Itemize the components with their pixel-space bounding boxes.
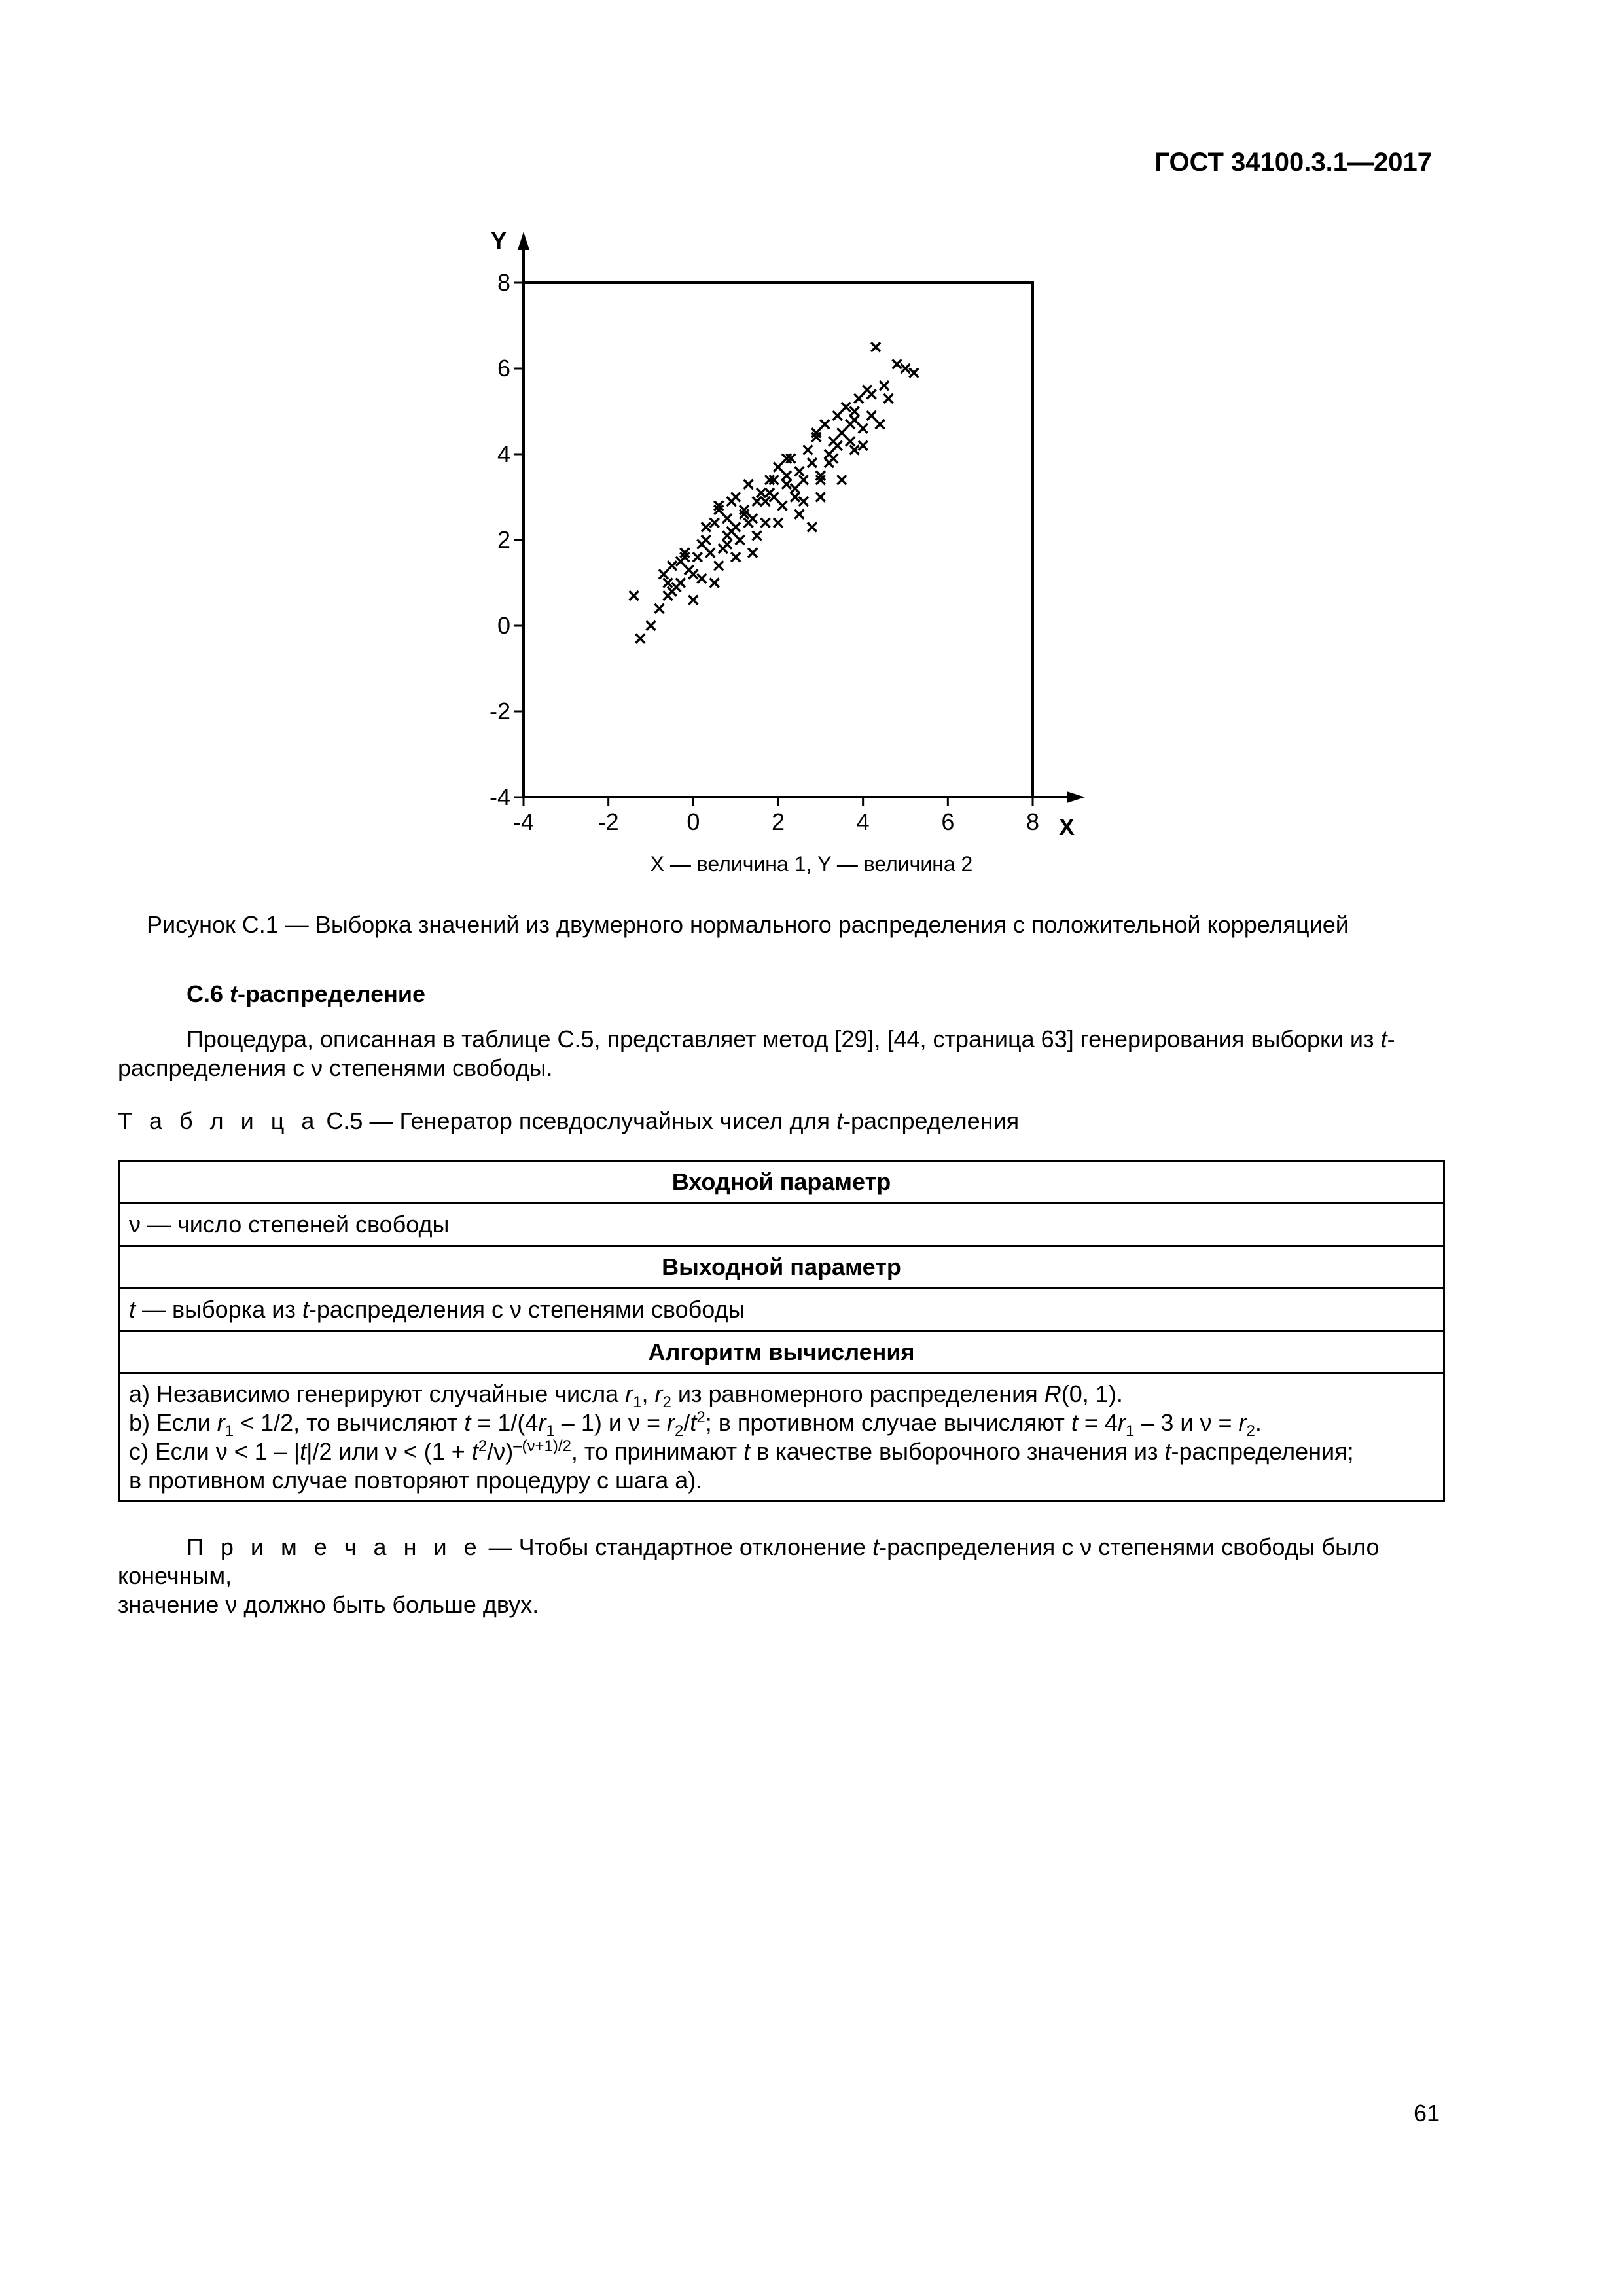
- data-point: [867, 389, 876, 399]
- data-point: [702, 522, 711, 531]
- data-point: [668, 587, 677, 596]
- data-point: [833, 441, 842, 450]
- table-title-suffix: -распределения: [842, 1107, 1020, 1134]
- data-point: [833, 411, 842, 420]
- data-point: [846, 420, 855, 429]
- step-b: b) Если $r_1 < 1/2$, то вычисляют $t = 1/(4r_1 - 1)$ и $\nu = r_2/t^2$; в противном случае вычисляют $t = 4r_1 - 3$ и $\nu = r_2$.: [129, 1408, 1262, 1441]
- output-end: -распределения с ν степенями свободы: [308, 1296, 745, 1323]
- data-point: [710, 518, 719, 528]
- intro-line-2: -распределения с ν степенями свободы.: [118, 1026, 1395, 1081]
- data-point: [901, 364, 910, 373]
- table-title: [118, 1107, 1019, 1135]
- data-point: [850, 407, 859, 416]
- y-axis-arrow: [518, 232, 529, 250]
- data-point: [871, 342, 880, 351]
- data-point: [705, 548, 715, 558]
- data-point: [876, 420, 885, 429]
- data-point: [884, 394, 893, 403]
- data-point: [647, 621, 656, 630]
- x-tick-label: -2: [597, 808, 619, 835]
- data-point: [736, 535, 745, 545]
- data-point: [722, 514, 732, 523]
- x-axis-label: X: [1059, 814, 1075, 840]
- input-header: Входной параметр: [119, 1161, 1444, 1204]
- data-point: [846, 437, 855, 446]
- input-value: ν — число степеней свободы: [119, 1204, 1444, 1246]
- table-number: С.5: [326, 1107, 363, 1134]
- y-tick-label: 8: [497, 269, 510, 296]
- data-point: [782, 471, 791, 480]
- data-point: [688, 596, 698, 605]
- table-row: [119, 1289, 1444, 1331]
- table-row: [119, 1331, 1444, 1374]
- data-point: [744, 518, 753, 528]
- data-point: [722, 531, 732, 540]
- data-point: [799, 475, 808, 484]
- data-point: [757, 488, 766, 497]
- data-point: [744, 480, 753, 489]
- algorithm-header: Алгоритм вычисления: [119, 1331, 1444, 1374]
- data-point: [727, 497, 736, 506]
- table-row: [119, 1246, 1444, 1289]
- y-tick-label: -4: [489, 783, 510, 810]
- data-point: [753, 531, 762, 540]
- y-tick-label: 2: [497, 526, 510, 553]
- chart-points: [630, 342, 919, 643]
- output-t: t: [129, 1296, 136, 1323]
- x-tick-label: -4: [512, 808, 535, 835]
- note-paragraph: [118, 1533, 1497, 1619]
- y-tick-label: 6: [497, 355, 510, 382]
- data-point: [731, 552, 740, 562]
- scatter-chart: [458, 223, 1113, 851]
- data-point: [794, 510, 804, 519]
- data-point: [761, 518, 770, 528]
- data-point: [782, 480, 791, 489]
- data-point: [820, 420, 829, 429]
- data-point: [791, 484, 800, 493]
- algorithm-steps: [119, 1374, 1444, 1501]
- data-point: [654, 604, 664, 613]
- data-point: [693, 552, 702, 562]
- step-c: c) Если ν < 1 – |t|/2 или $\nu < (1 + t^2/\nu)^{-(\nu+1)/2}$, то принимают t в качестве выборочного значения из t-распределения;: [129, 1437, 1354, 1465]
- data-point: [748, 548, 757, 558]
- data-point: [663, 579, 672, 588]
- data-point: [765, 488, 774, 497]
- section-title: -распределение: [238, 980, 426, 1007]
- data-point: [722, 540, 732, 549]
- data-point: [816, 493, 825, 502]
- data-point: [714, 561, 723, 570]
- axis-caption: X — величина 1, Y — величина 2: [650, 852, 973, 876]
- table-title-text: — Генератор псевдослучайных чисел для: [363, 1107, 836, 1134]
- note-text-2: -распределения с ν степенями свободы было конечным,: [118, 1534, 1380, 1589]
- note-text-1: — Чтобы стандартное отклонение: [482, 1534, 873, 1560]
- data-point: [842, 403, 851, 412]
- y-axis-label: Y: [491, 227, 507, 254]
- step-a: a) Независимо генерируют случайные числа $r_1$, $r_2$ из равномерного распределения R(0, 1).: [129, 1380, 1123, 1412]
- data-point: [659, 569, 668, 579]
- data-point: [697, 574, 706, 583]
- data-point: [837, 428, 846, 437]
- data-point: [799, 497, 808, 506]
- intro-line-1: Процедура, описанная в таблице С.5, представляет метод [29], [44, страница 63] генерирования выборки из: [187, 1026, 1374, 1052]
- section-heading: [187, 980, 425, 1008]
- figure-caption: Рисунок C.1 — Выборка значений из двумерного нормального распределения с положительной корреляцией: [147, 911, 1349, 938]
- data-point: [859, 441, 868, 450]
- data-point: [676, 579, 685, 588]
- data-point: [710, 579, 719, 588]
- table-title-t: t: [836, 1107, 843, 1134]
- note-text-3: значение ν должно быть больше двух.: [118, 1591, 539, 1618]
- data-point: [829, 454, 838, 463]
- x-tick-label: 4: [856, 808, 870, 835]
- data-point: [761, 497, 770, 506]
- intro-t: t: [1380, 1026, 1387, 1052]
- y-tick-label: 4: [497, 440, 510, 467]
- data-point: [794, 467, 804, 476]
- data-point: [880, 381, 889, 390]
- x-tick-label: 8: [1026, 808, 1040, 835]
- data-point: [688, 569, 698, 579]
- chart-ticks: [490, 269, 1039, 835]
- data-point: [893, 359, 902, 368]
- data-point: [777, 501, 787, 511]
- data-point: [630, 591, 639, 600]
- algorithm-table: [118, 1160, 1445, 1502]
- intro-paragraph: [118, 1025, 1497, 1083]
- step-c-line-2: в противном случае повторяют процедуру с шага а).: [129, 1467, 703, 1494]
- output-value: [119, 1289, 1444, 1331]
- note-label: П р и м е ч а н и е: [187, 1534, 482, 1560]
- section-t: t: [230, 980, 238, 1007]
- table-label: Т а б л и ц а: [118, 1107, 320, 1134]
- data-point: [791, 493, 800, 502]
- data-point: [867, 411, 876, 420]
- data-point: [697, 540, 706, 549]
- data-point: [635, 634, 645, 643]
- x-axis-arrow: [1067, 791, 1085, 803]
- x-tick-label: 2: [771, 808, 785, 835]
- data-point: [803, 445, 812, 454]
- x-tick-label: 6: [941, 808, 955, 835]
- data-point: [808, 522, 817, 531]
- x-tick-label: 0: [687, 808, 700, 835]
- table-row: [119, 1374, 1444, 1501]
- table-row: [119, 1204, 1444, 1246]
- data-point: [668, 561, 677, 570]
- data-point: [837, 475, 846, 484]
- y-tick-label: 0: [497, 612, 510, 639]
- y-tick-label: -2: [489, 698, 510, 725]
- data-point: [774, 518, 783, 528]
- data-point: [808, 458, 817, 467]
- data-point: [731, 522, 740, 531]
- output-mid: — выборка из: [135, 1296, 302, 1323]
- data-point: [850, 445, 859, 454]
- plot-box: [524, 283, 1033, 797]
- document-code: ГОСТ 34100.3.1—2017: [1154, 148, 1432, 177]
- data-point: [854, 394, 863, 403]
- output-header: Выходной параметр: [119, 1246, 1444, 1289]
- data-point: [909, 368, 918, 378]
- data-point: [774, 463, 783, 472]
- output-t2: t: [302, 1296, 309, 1323]
- data-point: [859, 424, 868, 433]
- note-t: t: [872, 1534, 880, 1560]
- table-row: [119, 1161, 1444, 1204]
- data-point: [753, 497, 762, 506]
- page-number: 61: [1414, 2100, 1440, 2126]
- section-number: C.6: [187, 980, 224, 1007]
